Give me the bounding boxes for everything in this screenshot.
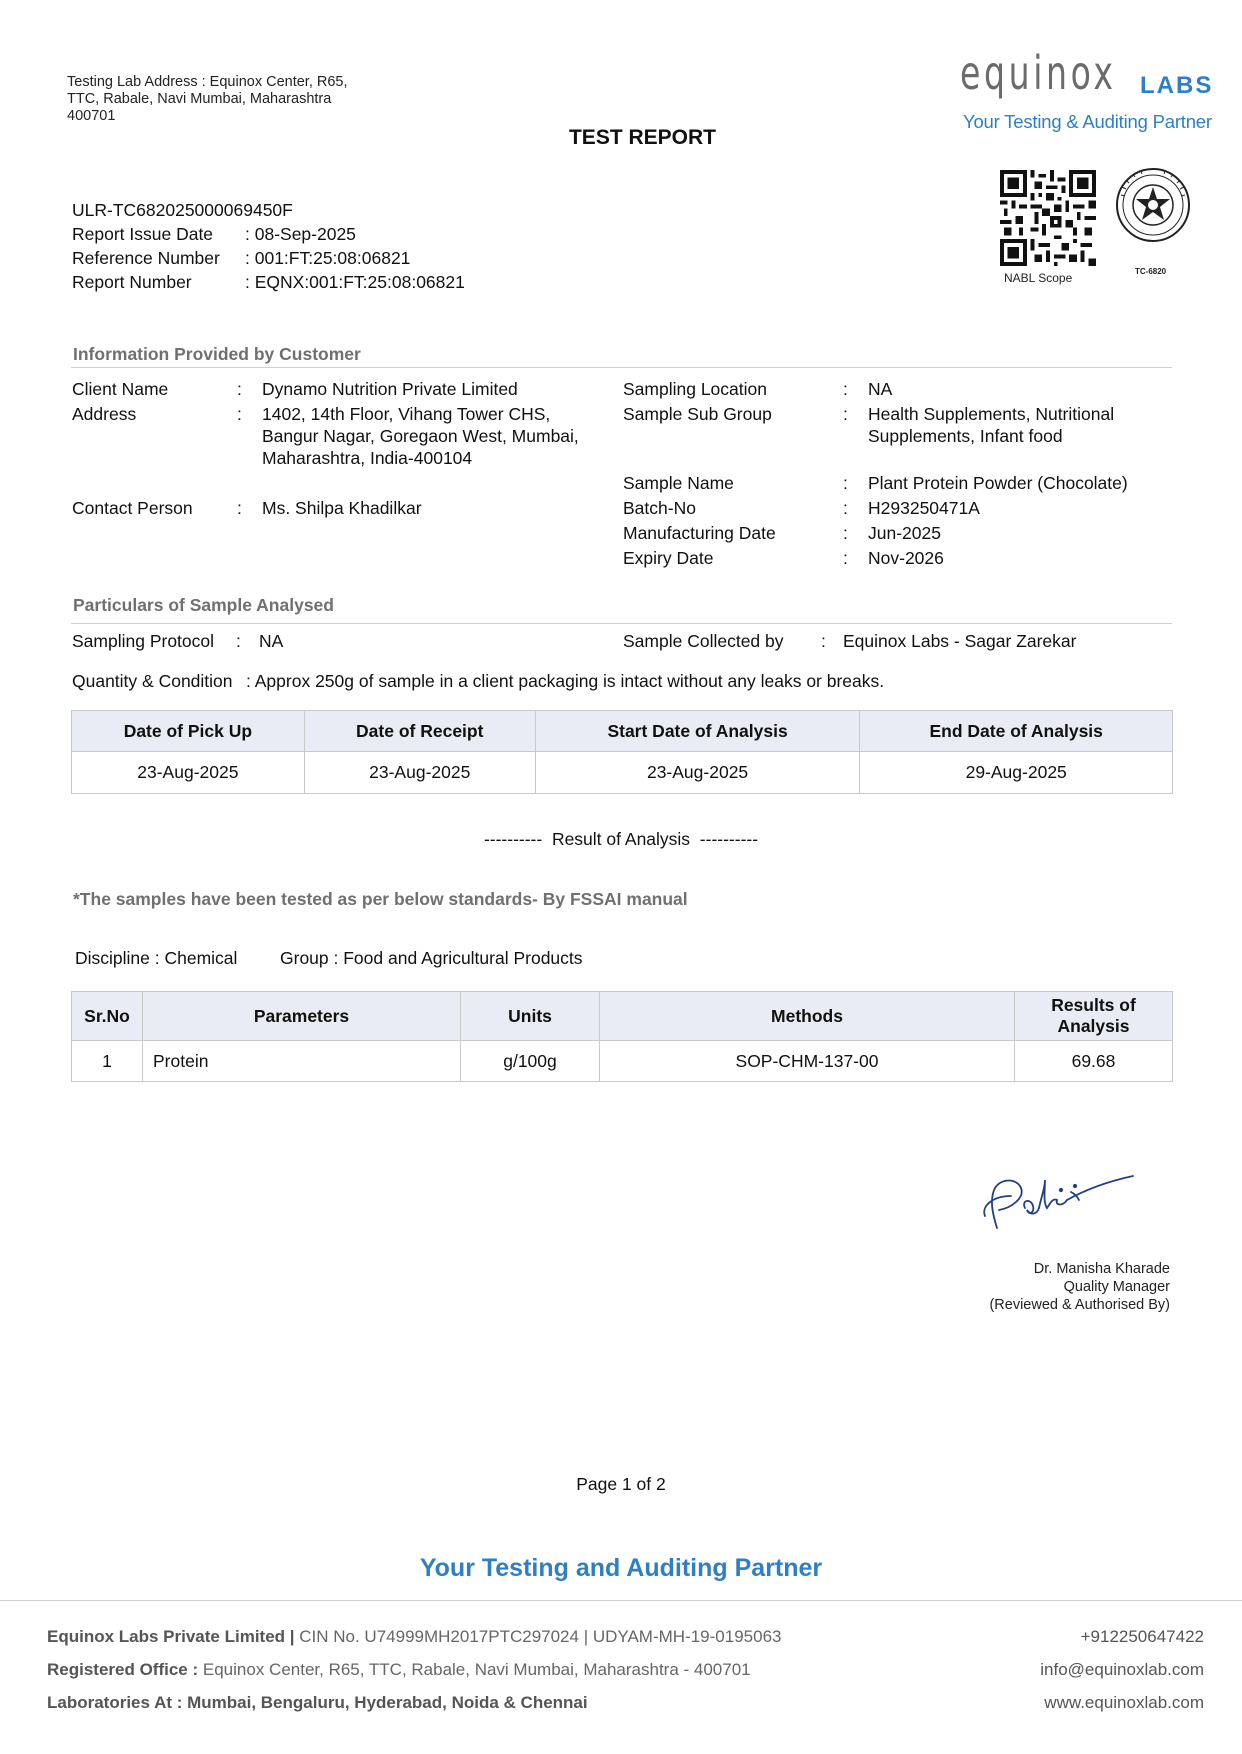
- result-cell: 69.68: [1015, 1041, 1173, 1082]
- lab-address-line1: Testing Lab Address : Equinox Center, R65,: [67, 74, 348, 90]
- nabl-seal-icon: [1113, 165, 1193, 265]
- customer-details: [0, 378, 1242, 578]
- sample-collected-by-value: Equinox Labs - Sagar Zarekar: [843, 631, 1077, 651]
- nabl-scope-label: NABL Scope: [1004, 271, 1073, 285]
- report-issue-date-row: [72, 222, 465, 246]
- colon: :: [821, 631, 826, 651]
- result-of-analysis-heading: ---------- Result of Analysis ----------: [483, 829, 759, 849]
- footer-labs: Laboratories At : Mumbai, Bengaluru, Hyderabad, Noida & Chennai: [47, 1693, 588, 1712]
- report-issue-date-value: : 08-Sep-2025: [245, 224, 356, 244]
- signatory-role: Quality Manager: [1063, 1279, 1170, 1295]
- client-name-value: Dynamo Nutrition Private Limited: [262, 379, 518, 399]
- start-date-of-analysis: 23-Aug-2025: [535, 752, 860, 794]
- signatory-note: (Reviewed & Authorised By): [989, 1297, 1170, 1313]
- colon: :: [843, 498, 848, 518]
- colon: :: [237, 404, 242, 424]
- footer-company-name: Equinox Labs Private Limited |: [47, 1627, 295, 1646]
- signature-image: [975, 1160, 1135, 1240]
- date-of-pick-up: 23-Aug-2025: [72, 752, 305, 794]
- sample-sub-group-line-1: Health Supplements, Nutritional: [868, 404, 1115, 424]
- contact-person-label: Contact Person: [72, 498, 193, 518]
- client-name-label: Client Name: [72, 379, 169, 399]
- expiry-date-label: Expiry Date: [623, 548, 714, 568]
- sample-sub-group-label: Sample Sub Group: [623, 404, 772, 424]
- header-date-of-pick-up: Date of Pick Up: [72, 711, 305, 752]
- address-line-3: Maharashtra, India-400104: [262, 448, 473, 468]
- page-title: TEST REPORT: [568, 126, 716, 149]
- header-results-of-analysis: Results of Analysis: [1015, 992, 1173, 1041]
- sample-collected-by-label: Sample Collected by: [623, 631, 784, 651]
- reference-number-row: [72, 246, 465, 270]
- seal-code: TC-6820: [1135, 267, 1167, 276]
- signatory-block: [989, 1260, 1170, 1314]
- quantity-condition-label: Quantity & Condition: [72, 671, 233, 691]
- colon: :: [843, 404, 848, 424]
- group: Group : Food and Agricultural Products: [280, 948, 583, 968]
- colon: :: [843, 379, 848, 399]
- colon: :: [237, 379, 242, 399]
- logo-wordmark: equinox: [960, 46, 1117, 100]
- footer-divider: [0, 1600, 1242, 1601]
- footer-tagline: Your Testing and Auditing Partner: [419, 1554, 823, 1582]
- customer-section-title: Information Provided by Customer: [73, 344, 361, 364]
- signatory-name: Dr. Manisha Kharade: [1033, 1261, 1170, 1277]
- colon: :: [843, 548, 848, 568]
- colon: :: [843, 473, 848, 493]
- expiry-date-value: Nov-2026: [868, 548, 944, 568]
- end-date-of-analysis: 29-Aug-2025: [860, 752, 1173, 794]
- sample-name-label: Sample Name: [623, 473, 734, 493]
- qr-code-icon[interactable]: [1000, 170, 1096, 266]
- footer-email[interactable]: info@equinoxlab.com: [1040, 1660, 1204, 1679]
- sample-section-divider: [71, 623, 1172, 624]
- sample-section-title: Particulars of Sample Analysed: [73, 595, 334, 615]
- sample-details: [0, 630, 1242, 700]
- ulr-number: ULR-TC682025000069450F: [72, 200, 293, 220]
- customer-section-divider: [71, 367, 1172, 368]
- units-cell: g/100g: [461, 1041, 600, 1082]
- footer-website[interactable]: www.equinoxlab.com: [1044, 1693, 1204, 1712]
- manufacturing-date-value: Jun-2025: [868, 523, 941, 543]
- standards-note: *The samples have been tested as per below standards- By FSSAI manual: [73, 889, 688, 909]
- batch-no-label: Batch-No: [623, 498, 696, 518]
- footer-office-row: [47, 1653, 781, 1686]
- quantity-condition-value: : Approx 250g of sample in a client packaging is intact without any leaks or breaks.: [246, 671, 885, 691]
- sr-no-cell: 1: [72, 1041, 143, 1082]
- header-units: Units: [461, 992, 600, 1041]
- table-row: [72, 1041, 1173, 1082]
- sample-sub-group-line-2: Supplements, Infant food: [868, 426, 1063, 446]
- address-line-2: Bangur Nagar, Goregaon West, Mumbai,: [262, 426, 579, 446]
- logo-tagline: Your Testing & Auditing Partner: [963, 111, 1212, 132]
- report-number-value: : EQNX:001:FT:25:08:06821: [245, 272, 465, 292]
- header-sr-no: Sr.No: [72, 992, 143, 1041]
- sampling-protocol-label: Sampling Protocol: [72, 631, 215, 651]
- lab-address-line2: TTC, Rabale, Navi Mumbai, Maharashtra: [67, 91, 332, 107]
- footer-office-address: Equinox Center, R65, TTC, Rabale, Navi Mumbai, Maharashtra - 400701: [198, 1660, 751, 1679]
- footer-office-label: Registered Office :: [47, 1660, 199, 1679]
- address-label: Address: [72, 404, 137, 424]
- footer-contact-info: [1040, 1620, 1204, 1719]
- logo-labs: LABS: [1140, 72, 1214, 99]
- date-of-receipt: 23-Aug-2025: [304, 752, 535, 794]
- contact-person-value: Ms. Shilpa Khadilkar: [262, 498, 422, 518]
- reference-number-label: Reference Number: [72, 248, 220, 268]
- sampling-location-label: Sampling Location: [623, 379, 767, 399]
- sample-name-value: Plant Protein Powder (Chocolate): [868, 473, 1128, 493]
- colon: :: [236, 631, 241, 651]
- reference-number-value: : 001:FT:25:08:06821: [245, 248, 411, 268]
- header-start-date-of-analysis: Start Date of Analysis: [535, 711, 860, 752]
- footer-labs-row: [47, 1686, 781, 1719]
- footer-phone[interactable]: +912250647422: [1080, 1627, 1204, 1646]
- parameter-cell: Protein: [143, 1041, 461, 1082]
- report-number-row: [72, 270, 465, 294]
- results-table: [71, 991, 1173, 1082]
- sampling-location-value: NA: [868, 379, 893, 399]
- batch-no-value: H293250471A: [868, 498, 980, 518]
- header-methods: Methods: [600, 992, 1015, 1041]
- lab-address: [67, 74, 397, 125]
- sampling-protocol-value: NA: [259, 631, 284, 651]
- discipline: Discipline : Chemical: [75, 948, 238, 968]
- footer-company-row: [47, 1620, 781, 1653]
- header-end-date-of-analysis: End Date of Analysis: [860, 711, 1173, 752]
- footer-cin: CIN No. U74999MH2017PTC297024 | UDYAM-MH-19-0195063: [294, 1627, 782, 1646]
- header-parameters: Parameters: [143, 992, 461, 1041]
- dates-table: [71, 710, 1173, 794]
- report-meta: [72, 198, 465, 294]
- lab-address-line3: 400701: [67, 108, 116, 124]
- footer-company-info: [47, 1620, 781, 1719]
- report-issue-date-label: Report Issue Date: [72, 224, 214, 244]
- table-row: [72, 752, 1173, 794]
- colon: :: [843, 523, 848, 543]
- colon: :: [237, 498, 242, 518]
- address-line-1: 1402, 14th Floor, Vihang Tower CHS,: [262, 404, 551, 424]
- method-cell: SOP-CHM-137-00: [600, 1041, 1015, 1082]
- report-number-label: Report Number: [72, 272, 192, 292]
- page-number: Page 1 of 2: [576, 1474, 666, 1494]
- header-date-of-receipt: Date of Receipt: [304, 711, 535, 752]
- manufacturing-date-label: Manufacturing Date: [623, 523, 776, 543]
